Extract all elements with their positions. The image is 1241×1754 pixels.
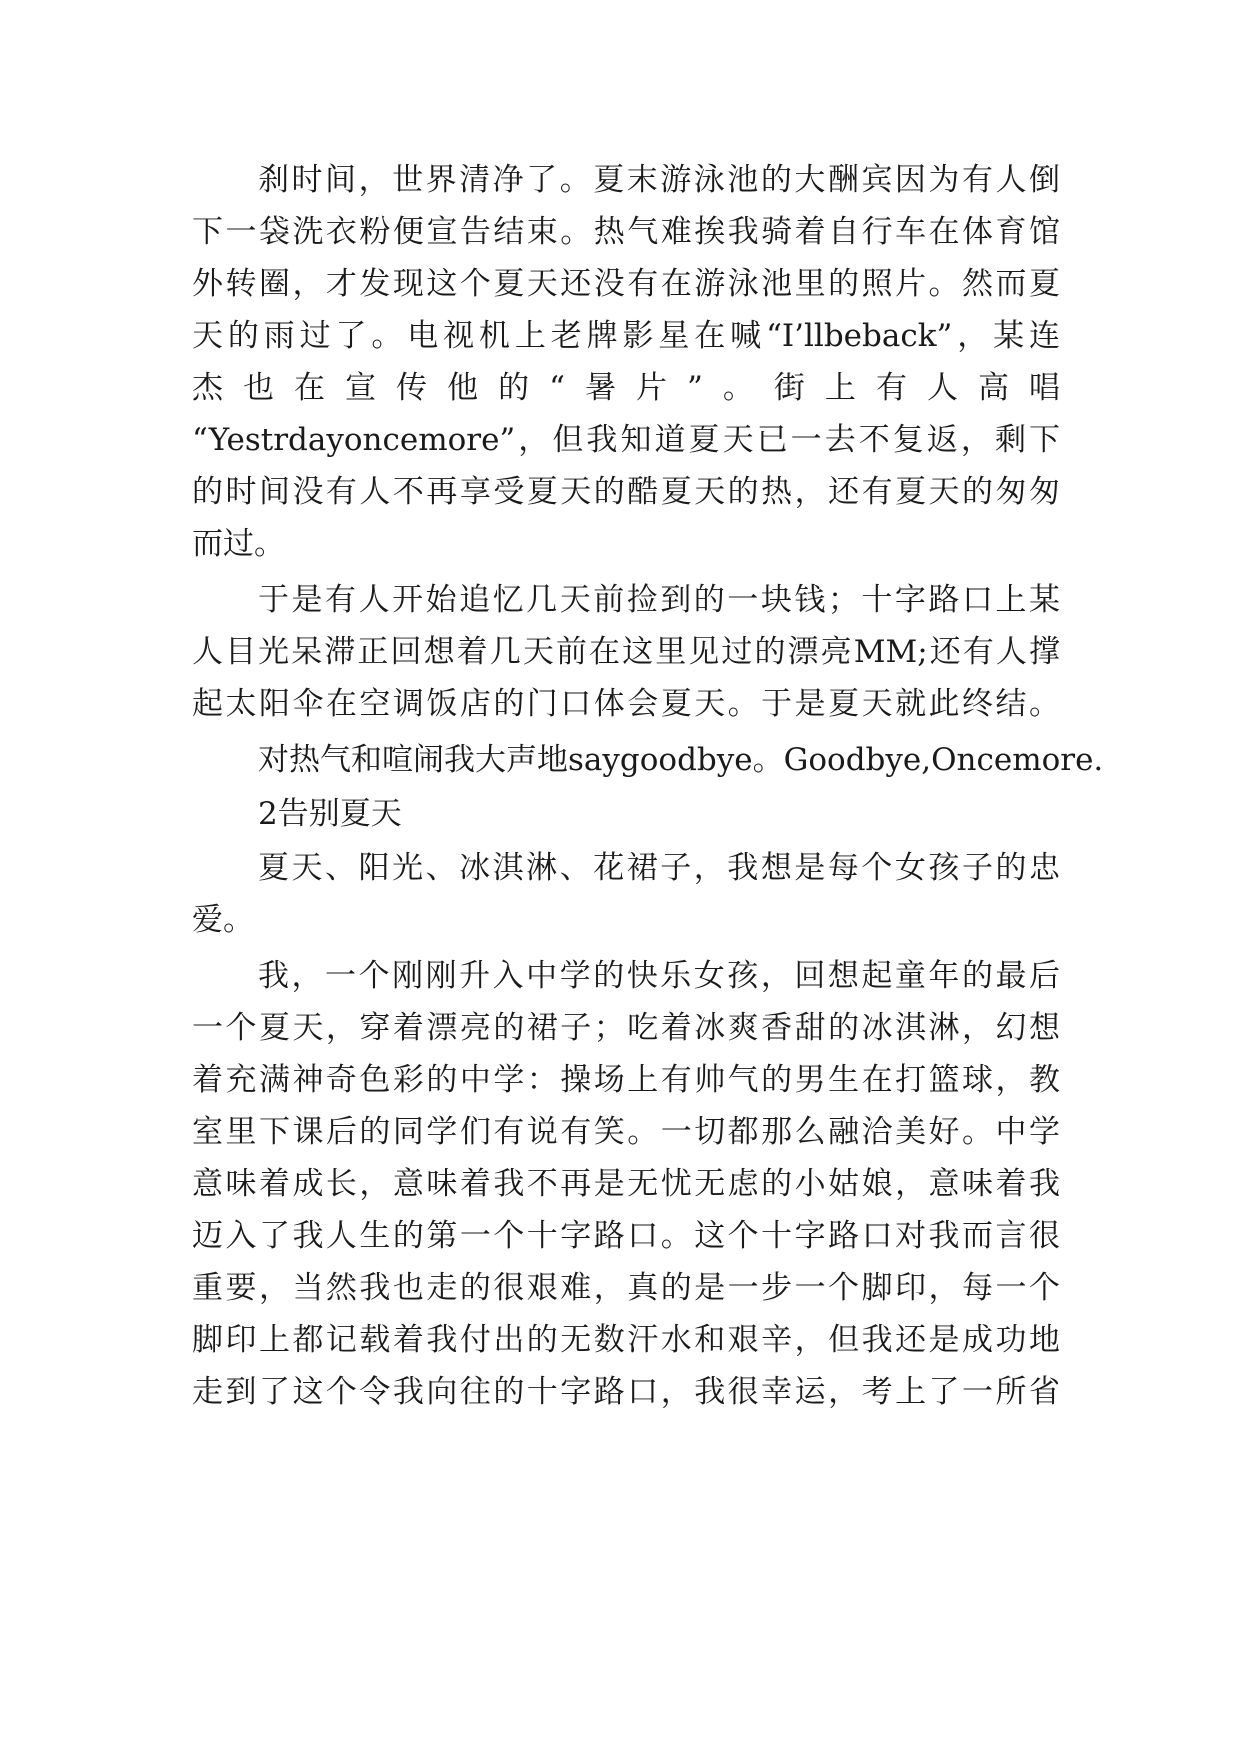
text-line: 人目光呆滞正回想着几天前在这里见过的漂亮MM;还有人撑 [192, 634, 1060, 670]
text-line: 室里下课后的同学们有说有笑。一切都那么融洽美好。中学 [192, 1114, 1060, 1150]
text-line: 对热气和喧闹我大声地saygoodbye。Goodbye,Oncemore. [258, 742, 1104, 778]
text-line: 而过。 [192, 526, 285, 562]
text-line: 外转圈，才发现这个夏天还没有在游泳池里的照片。然而夏 [192, 266, 1060, 302]
text-line: 意味着成长，意味着我不再是无忧无虑的小姑娘，意味着我 [192, 1166, 1060, 1202]
text-line: 迈入了我人生的第一个十字路口。这个十字路口对我而言很 [192, 1218, 1060, 1254]
text-line: 一个夏天，穿着漂亮的裙子；吃着冰爽香甜的冰淇淋，幻想 [192, 1010, 1060, 1046]
text-line: 我，一个刚刚升入中学的快乐女孩，回想起童年的最后 [258, 958, 1060, 994]
text-line: 起太阳伞在空调饭店的门口体会夏天。于是夏天就此终结。 [192, 686, 1060, 722]
text-line: 脚印上都记载着我付出的无数汗水和艰辛，但我还是成功地 [192, 1322, 1060, 1358]
text-line: 于是有人开始追忆几天前捡到的一块钱；十字路口上某 [258, 582, 1060, 618]
text-line: 着充满神奇色彩的中学：操场上有帅气的男生在打篮球，教 [192, 1062, 1060, 1098]
text-line: 下一袋洗衣粉便宣告结束。热气难挨我骑着自行车在体育馆 [192, 214, 1060, 250]
section-heading: 2告别夏天 [258, 796, 402, 832]
text-line: “Yestrdayoncemore”，但我知道夏天已一去不复返，剩下 [192, 422, 1060, 458]
text-line: 重要，当然我也走的很艰难，真的是一步一个脚印，每一个 [192, 1270, 1060, 1306]
text-line: 天的雨过了。电视机上老牌影星在喊“I’llbeback”，某连 [192, 318, 1060, 354]
text-line: 夏天、阳光、冰淇淋、花裙子，我想是每个女孩子的忠 [258, 850, 1060, 886]
text-line: 的时间没有人不再享受夏天的酷夏天的热，还有夏天的匆匆 [192, 474, 1060, 510]
text-line: 刹时间，世界清净了。夏末游泳池的大酬宾因为有人倒 [258, 162, 1060, 198]
text-line: 走到了这个令我向往的十字路口，我很幸运，考上了一所省 [192, 1374, 1060, 1410]
text-line: 杰也在宣传他的“暑片”。街上有人高唱 [192, 370, 1060, 406]
text-line: 爱。 [192, 902, 254, 938]
